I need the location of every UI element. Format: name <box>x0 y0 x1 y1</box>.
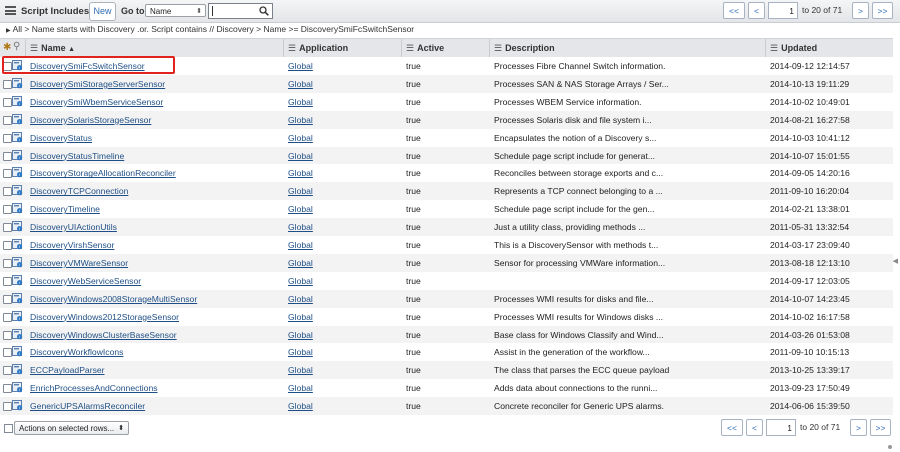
table-row <box>0 236 893 254</box>
record-info-icon[interactable] <box>12 132 23 143</box>
cell-application[interactable] <box>288 79 398 89</box>
goto-label: Go to <box>121 6 145 16</box>
svg-text:i: i <box>19 297 21 303</box>
column-header-active[interactable]: ☰ Active <box>406 43 445 53</box>
cell-name[interactable] <box>30 115 280 125</box>
prev-page-button[interactable]: < <box>746 419 763 436</box>
last-page-button[interactable]: >> <box>870 419 891 436</box>
application-link[interactable]: Global <box>288 222 313 233</box>
cell-application[interactable] <box>288 347 398 357</box>
name-link[interactable]: DiscoverySmiWbemServiceSensor <box>30 96 164 107</box>
table-row <box>0 111 893 129</box>
table-row <box>0 254 893 272</box>
record-info-icon[interactable] <box>12 257 23 268</box>
application-link[interactable]: Global <box>288 383 313 394</box>
page-input[interactable]: 1 <box>768 2 798 19</box>
svg-text:i: i <box>19 387 21 393</box>
table-row <box>0 343 893 361</box>
row-checkbox[interactable] <box>3 116 12 125</box>
application-link[interactable]: Global <box>288 365 313 376</box>
first-page-button[interactable]: << <box>721 419 743 436</box>
cell-description: This is a DiscoverySensor with methods t... <box>494 240 659 250</box>
cell-updated: 2014-03-17 23:09:40 <box>770 240 850 250</box>
row-checkbox[interactable] <box>3 295 12 304</box>
cell-active: true <box>406 78 421 89</box>
name-link[interactable]: DiscoveryTimeline <box>30 204 100 215</box>
cell-active: true <box>406 347 421 358</box>
cell-updated: 2014-08-21 16:27:58 <box>770 114 850 125</box>
cell-description: Processes WMI results for Windows disks ... <box>494 311 664 322</box>
table-row <box>0 272 893 290</box>
cell-description: Processes WMI results for disks and file... <box>494 293 654 304</box>
cell-name[interactable] <box>30 258 280 268</box>
table-row <box>0 397 893 415</box>
cell-updated: 2014-10-03 10:41:12 <box>770 132 850 143</box>
row-checkbox[interactable] <box>3 331 12 340</box>
list-title: Script Includes <box>21 6 90 17</box>
search-icon[interactable] <box>259 6 269 16</box>
page-range-text: to 20 of 71 <box>802 5 843 15</box>
next-page-button[interactable]: > <box>850 419 867 436</box>
table-row <box>0 129 893 147</box>
prev-page-button[interactable]: < <box>748 2 765 19</box>
column-header-application[interactable]: ☰ Application <box>288 43 349 53</box>
goto-search-input[interactable] <box>208 3 273 19</box>
column-header-updated[interactable]: ☰ Updated <box>770 43 818 53</box>
breadcrumb-text[interactable]: All > Name starts with Discovery .or. Script contains // Discovery > Name >= DiscoverySmiFcSwitchSensor <box>12 24 415 34</box>
record-info-icon[interactable] <box>12 221 23 232</box>
application-link[interactable]: Global <box>288 329 313 340</box>
list-header-bar <box>0 0 900 23</box>
record-info-icon[interactable] <box>12 311 23 322</box>
select-arrows-icon: ⬍ <box>118 425 124 432</box>
svg-text:i: i <box>19 351 21 357</box>
name-link[interactable]: DiscoveryTCPConnection <box>30 186 129 197</box>
application-link[interactable]: Global <box>288 150 313 161</box>
record-info-icon[interactable] <box>12 203 23 214</box>
cell-updated: 2014-10-07 15:01:55 <box>770 150 850 161</box>
name-link[interactable]: EnrichProcessesAndConnections <box>30 383 158 394</box>
svg-text:i: i <box>19 208 21 214</box>
application-link[interactable]: Global <box>288 78 313 89</box>
cell-active: true <box>406 240 421 250</box>
name-link[interactable]: DiscoverySmiStorageServerSensor <box>30 78 166 89</box>
cell-updated: 2011-05-31 13:32:54 <box>770 222 850 233</box>
cell-application[interactable] <box>288 133 398 143</box>
row-checkbox[interactable] <box>3 80 12 89</box>
expand-triangle-icon[interactable]: ▶ <box>6 28 11 34</box>
row-checkbox[interactable] <box>3 384 12 393</box>
side-panel-handle-icon[interactable]: ◀ <box>892 258 898 265</box>
cell-name[interactable] <box>30 151 280 161</box>
record-info-icon[interactable] <box>12 150 23 161</box>
cell-updated: 2011-09-10 16:20:04 <box>770 186 850 197</box>
cell-application[interactable] <box>288 61 398 71</box>
cell-name[interactable] <box>30 222 280 232</box>
name-link[interactable]: ECCPayloadParser <box>30 365 105 376</box>
cell-application[interactable] <box>288 240 398 250</box>
cell-description: Represents a TCP connect belonging to a ... <box>494 186 663 197</box>
cell-application[interactable] <box>288 168 398 178</box>
record-info-icon[interactable] <box>12 346 23 357</box>
cell-application[interactable] <box>288 151 398 161</box>
column-header-description[interactable]: ☰ Description <box>494 43 555 53</box>
goto-field-value: Name <box>150 7 172 16</box>
cell-application[interactable] <box>288 276 398 286</box>
svg-text:i: i <box>19 405 21 411</box>
cell-updated: 2014-06-06 15:39:50 <box>770 401 850 412</box>
select-all-checkbox[interactable] <box>4 424 13 433</box>
cell-active: true <box>406 186 421 197</box>
record-info-icon[interactable] <box>12 185 23 196</box>
row-checkbox[interactable] <box>3 223 12 232</box>
name-link[interactable]: DiscoveryStorageAllocationReconciler <box>30 168 176 179</box>
record-info-icon[interactable] <box>12 275 23 286</box>
highlight-box <box>2 56 175 74</box>
cell-description: Reconciles between storage exports and c... <box>494 168 664 179</box>
cell-application[interactable] <box>288 115 398 125</box>
row-checkbox[interactable] <box>3 277 12 286</box>
last-page-button[interactable]: >> <box>872 2 893 19</box>
application-link[interactable]: Global <box>288 96 313 107</box>
cell-description: Adds data about connections to the runni... <box>494 383 658 394</box>
top-pager <box>723 2 893 19</box>
svg-text:i: i <box>19 154 21 160</box>
cell-active: true <box>406 114 421 125</box>
cell-description: Processes SAN & NAS Storage Arrays / Ser... <box>494 78 669 89</box>
cell-description: Encapsulates the notion of a Discovery s... <box>494 132 657 143</box>
column-header-name[interactable]: ☰ Name ▲ <box>30 43 76 53</box>
cell-description: Processes Solaris disk and file system i... <box>494 114 652 125</box>
table-row <box>0 218 893 236</box>
svg-text:i: i <box>19 315 21 321</box>
cell-name[interactable] <box>30 97 280 107</box>
table-row <box>0 164 893 182</box>
cell-name[interactable] <box>30 294 280 304</box>
name-link[interactable]: DiscoveryWorkflowIcons <box>30 347 124 358</box>
menu-icon[interactable] <box>5 6 16 15</box>
cell-updated: 2014-10-02 16:17:58 <box>770 311 850 322</box>
name-link[interactable]: DiscoveryVirshSensor <box>30 240 115 250</box>
name-link[interactable]: DiscoveryWindows2012StorageSensor <box>30 311 180 322</box>
cell-application[interactable] <box>288 258 398 268</box>
application-link[interactable]: Global <box>288 257 313 268</box>
record-info-icon[interactable] <box>12 167 23 178</box>
cell-updated: 2014-10-02 10:49:01 <box>770 96 850 107</box>
application-link[interactable]: Global <box>288 311 313 322</box>
name-link[interactable]: DiscoveryWindowsClusterBaseSensor <box>30 329 177 340</box>
row-checkbox[interactable] <box>3 402 12 411</box>
record-info-icon[interactable] <box>12 400 23 411</box>
cell-description: Just a utility class, providing methods ... <box>494 222 646 233</box>
cell-name[interactable] <box>30 204 280 214</box>
cell-updated: 2014-03-26 01:53:08 <box>770 329 850 340</box>
cell-updated: 2014-09-17 12:03:05 <box>770 275 850 286</box>
cell-name[interactable] <box>30 276 280 286</box>
cell-name[interactable] <box>30 383 280 393</box>
row-checkbox[interactable] <box>3 366 12 375</box>
row-checkbox[interactable] <box>3 259 12 268</box>
personalize-gear-icon[interactable]: ✱ <box>3 42 12 53</box>
application-link[interactable]: Global <box>288 204 313 215</box>
sort-ascending-icon: ▲ <box>68 46 76 53</box>
cell-updated: 2013-10-25 13:39:17 <box>770 365 850 376</box>
cell-active: true <box>406 329 421 340</box>
table-row <box>0 308 893 326</box>
svg-text:i: i <box>19 136 21 142</box>
table-row <box>0 200 893 218</box>
table-row <box>0 326 893 344</box>
text-caret <box>212 6 213 16</box>
name-link[interactable]: DiscoveryWebServiceSensor <box>30 275 142 286</box>
cell-name[interactable] <box>30 365 280 375</box>
cell-description: Assist in the generation of the workflow... <box>494 347 650 358</box>
name-link[interactable]: DiscoverySmiFcSwitchSensor <box>30 61 145 71</box>
cell-application[interactable] <box>288 401 398 411</box>
bottom-pager <box>721 419 891 436</box>
filter-search-icon[interactable]: ⚲ <box>13 41 21 52</box>
cell-name[interactable] <box>30 347 280 357</box>
application-link[interactable]: Global <box>288 240 313 250</box>
cell-updated: 2014-09-12 12:14:57 <box>770 61 850 71</box>
cell-description: Processes Fibre Channel Switch information. <box>494 61 666 71</box>
cell-active: true <box>406 311 421 322</box>
cell-active: true <box>406 222 421 233</box>
table-row <box>0 75 893 93</box>
cell-application[interactable] <box>288 294 398 304</box>
svg-text:i: i <box>19 82 21 88</box>
cell-name[interactable] <box>30 240 280 250</box>
application-link[interactable]: Global <box>288 114 313 125</box>
row-checkbox[interactable] <box>3 241 12 250</box>
svg-text:i: i <box>19 118 21 124</box>
cell-description: Processes WBEM Service information. <box>494 96 642 107</box>
table-row <box>0 361 893 379</box>
cell-application[interactable] <box>288 365 398 375</box>
cell-name[interactable] <box>30 330 280 340</box>
application-link[interactable]: Global <box>288 168 313 179</box>
svg-text:i: i <box>19 244 21 250</box>
cell-updated: 2013-08-18 12:13:10 <box>770 257 850 268</box>
cell-description: Schedule page script include for generat... <box>494 150 655 161</box>
table-row <box>0 290 893 308</box>
column-menu-icon[interactable]: ☰ <box>288 43 297 53</box>
table-row <box>0 147 893 165</box>
cell-active: true <box>406 383 421 394</box>
next-page-button[interactable]: > <box>852 2 869 19</box>
column-menu-icon[interactable]: ☰ <box>30 43 39 53</box>
record-info-icon[interactable] <box>12 364 23 375</box>
cell-updated: 2014-09-05 14:20:16 <box>770 168 850 179</box>
cell-active: true <box>406 96 421 107</box>
row-checkbox[interactable] <box>3 313 12 322</box>
row-checkbox[interactable] <box>3 205 12 214</box>
cell-description: Sensor for processing VMWare information... <box>494 257 666 268</box>
record-info-icon[interactable] <box>12 382 23 393</box>
select-arrows-icon: ⬍ <box>196 8 202 15</box>
application-link[interactable]: Global <box>288 275 313 286</box>
new-button[interactable]: New <box>89 2 116 21</box>
cell-application[interactable] <box>288 330 398 340</box>
cell-application[interactable] <box>288 97 398 107</box>
cell-description: Base class for Windows Classify and Wind... <box>494 329 664 340</box>
application-link[interactable]: Global <box>288 401 313 412</box>
cell-updated: 2014-10-13 19:11:29 <box>770 78 850 89</box>
cell-active: true <box>406 257 421 268</box>
svg-text:i: i <box>19 100 21 106</box>
table-row <box>0 379 893 397</box>
cell-name[interactable] <box>30 401 280 411</box>
name-link[interactable]: DiscoveryStatusTimeline <box>30 150 125 161</box>
svg-text:i: i <box>19 65 21 71</box>
cell-active: true <box>406 150 421 161</box>
application-link[interactable]: Global <box>288 347 313 358</box>
svg-text:i: i <box>19 261 21 267</box>
cell-description: Concrete reconciler for Generic UPS alarms. <box>494 401 665 412</box>
cell-application[interactable] <box>288 312 398 322</box>
name-link[interactable]: DiscoveryStatus <box>30 132 93 143</box>
cell-description: Schedule page script include for the gen... <box>494 204 655 215</box>
row-checkbox[interactable] <box>3 134 12 143</box>
cell-application[interactable] <box>288 204 398 214</box>
row-checkbox[interactable] <box>3 348 12 357</box>
table-row <box>0 93 893 111</box>
cell-active: true <box>406 61 421 71</box>
cell-active: true <box>406 401 421 412</box>
application-link[interactable]: Global <box>288 293 313 304</box>
cell-active: true <box>406 168 421 179</box>
record-info-icon[interactable] <box>12 293 23 304</box>
column-menu-icon[interactable]: ☰ <box>770 43 779 53</box>
column-menu-icon[interactable]: ☰ <box>406 43 415 53</box>
name-link[interactable]: DiscoveryWindows2008StorageMultiSensor <box>30 293 198 304</box>
cell-name[interactable] <box>30 312 280 322</box>
cell-active: true <box>406 132 421 143</box>
actions-label: Actions on selected rows... <box>19 424 115 433</box>
cell-active: true <box>406 204 421 215</box>
application-link[interactable]: Global <box>288 186 313 197</box>
column-menu-icon[interactable]: ☰ <box>494 43 503 53</box>
cell-name[interactable] <box>30 133 280 143</box>
cell-application[interactable] <box>288 186 398 196</box>
name-link[interactable]: DiscoverySolarisStorageSensor <box>30 114 152 125</box>
cell-description: The class that parses the ECC queue payload <box>494 365 670 376</box>
cell-name[interactable] <box>30 186 280 196</box>
first-page-button[interactable]: << <box>723 2 745 19</box>
cell-active: true <box>406 293 421 304</box>
record-info-icon[interactable] <box>12 239 23 250</box>
page-input[interactable]: 1 <box>766 419 796 436</box>
svg-text:i: i <box>19 226 21 232</box>
actions-select[interactable] <box>14 421 129 435</box>
row-checkbox[interactable] <box>3 98 12 107</box>
record-info-icon[interactable] <box>12 78 23 89</box>
row-checkbox[interactable] <box>3 169 12 178</box>
svg-text:i: i <box>19 333 21 339</box>
cell-active: true <box>406 275 421 286</box>
cell-name[interactable] <box>30 168 280 178</box>
application-link[interactable]: Global <box>288 61 313 71</box>
cell-application[interactable] <box>288 222 398 232</box>
record-info-icon[interactable] <box>12 114 23 125</box>
resize-dot-icon <box>888 445 892 449</box>
cell-updated: 2014-02-21 13:38:01 <box>770 204 850 215</box>
table-row <box>0 182 893 200</box>
cell-active: true <box>406 365 421 376</box>
cell-updated: 2014-10-07 14:23:45 <box>770 293 850 304</box>
row-checkbox[interactable] <box>3 187 12 196</box>
name-link[interactable]: DiscoveryUIActionUtils <box>30 222 117 233</box>
svg-text:i: i <box>19 279 21 285</box>
cell-updated: 2011-09-10 10:15:13 <box>770 347 850 358</box>
table-header <box>0 38 893 58</box>
record-info-icon[interactable] <box>12 329 23 340</box>
page-range-text: to 20 of 71 <box>800 422 841 432</box>
name-link[interactable]: DiscoveryVMWareSensor <box>30 257 129 268</box>
record-info-icon[interactable] <box>12 96 23 107</box>
svg-text:i: i <box>19 172 21 178</box>
cell-name[interactable] <box>30 79 280 89</box>
name-link[interactable]: GenericUPSAlarmsReconciler <box>30 401 146 412</box>
application-link[interactable]: Global <box>288 132 313 143</box>
cell-updated: 2013-09-23 17:50:49 <box>770 383 850 394</box>
goto-field-select[interactable] <box>145 4 206 17</box>
cell-application[interactable] <box>288 383 398 393</box>
svg-text:i: i <box>19 190 21 196</box>
svg-text:i: i <box>19 369 21 375</box>
breadcrumb[interactable] <box>6 24 414 34</box>
row-checkbox[interactable] <box>3 152 12 161</box>
